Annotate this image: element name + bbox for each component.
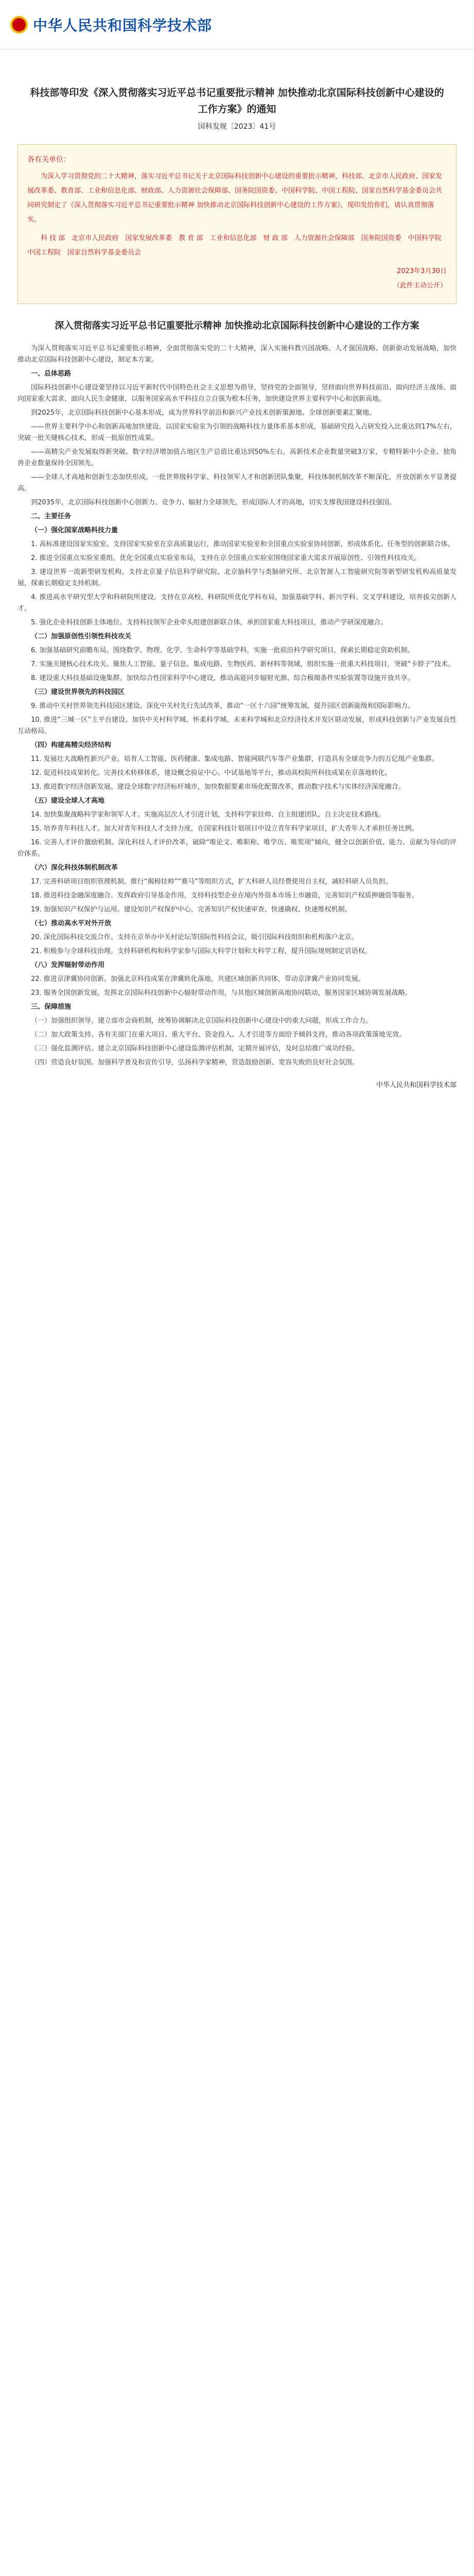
paragraph: 11. 发展壮大战略性新兴产业。培育人工智能、医药健康、集成电路、智能网联汽车等产业集群，打造具有全球竞争力的万亿级产业集群。 (31, 755, 438, 763)
paragraph: 15. 培养青年科技人才。加大对青年科技人才支持力度，在国家科技计划项目中设立青年科学家项目，扩大青年人才承担任务比例。 (31, 825, 418, 833)
section-heading: （七）推动高水平对外开放 (31, 920, 112, 927)
section-heading: 一、总体思路 (31, 370, 72, 378)
paragraph: 6. 加强基础研究前瞻布局。围绕数学、物理、化学、生命科学等基础学科，实施一批前沿科学研究项目，探索长期稳定资助机制。 (31, 647, 414, 654)
notice-box (17, 144, 457, 304)
paragraph: 19. 加强知识产权保护与运用。建设知识产权保护中心，完善知识产权快速审查、快速确权、快速维权机制。 (31, 906, 352, 913)
paragraph: 9. 推动中关村世界领先科技园区建设。深化中关村先行先试改革，推动“一区十六园”统筹发展，提升园区创新能级和国际影响力。 (31, 702, 415, 710)
paragraph: 23. 服务全国创新发展。发挥北京国际科技创新中心辐射带动作用，与其他区域创新高地协同联动，服务国家区域协调发展战略。 (31, 989, 412, 997)
paragraph: 为深入贯彻落实习近平总书记重要批示精神，全面贯彻落实党的二十大精神，深入实施科教兴国战略、人才强国战略、创新驱动发展战略，加快推动北京国际科技创新中心建设，制定本方案。 (17, 345, 457, 364)
notice-heading: 各有关单位： (27, 156, 71, 164)
section-heading: （五）建设全球人才高地 (31, 797, 105, 805)
paragraph: 2. 推进全国重点实验室重组。优化全国重点实验室布局，支持在京全国重点实验室围绕国家重大需求开展原创性、引领性科技攻关。 (31, 554, 421, 562)
paragraph: 7. 实施关键核心技术攻关。聚焦人工智能、量子信息、集成电路、生物医药、新材料等领域，组织实施一批重大科技项目，突破“卡脖子”技术。 (31, 660, 455, 668)
paragraph: 12. 促进科技成果转化。完善技术转移体系，建设概念验证中心、中试基地等平台，推动高校院所科技成果在京落地转化。 (31, 769, 392, 777)
paragraph: 3. 建设世界一流新型研发机构。支持北京量子信息科学研究院、北京脑科学与类脑研究所、北京智源人工智能研究院等新型研发机构高质量发展，探索长期稳定支持机制。 (17, 568, 457, 587)
paragraph: 20. 深化国际科技交流合作。支持在京举办中关村论坛等国际性科技会议，吸引国际科技组织和机构落户北京。 (31, 934, 358, 941)
paragraph: 1. 高标准建设国家实验室。支持国家实验室在京高质量运行，推动国家实验室和全国重点实验室协同创新，形成体系化、任务型的创新联合体。 (31, 540, 454, 548)
article-content (0, 49, 474, 1091)
footer-source: 中华人民共和国科学技术部 (376, 1081, 457, 1089)
document-title: 科技部等印发《深入贯彻落实习近平总书记重要批示精神 加快推动北京国际科技创新中心建设的工作方案》的通知 (30, 87, 444, 115)
paragraph: 16. 完善人才评价激励机制。深化科技人才评价改革，破除“唯论文、唯职称、唯学历、唯奖项”倾向，健全以创新价值、能力、贡献为导向的评价体系。 (17, 839, 457, 858)
section-heading: （三）建设世界领先的科技园区 (31, 688, 125, 696)
document-footer (17, 1080, 457, 1091)
national-emblem-icon (10, 16, 28, 33)
paragraph: 10. 推进“三城一区”主平台建设。加快中关村科学城、怀柔科学城、未来科学城和北京经济技术开发区联动发展，形成科技创新与产业发展良性互动格局。 (17, 716, 457, 735)
notice-body: 为深入学习贯彻党的二十大精神，落实习近平总书记关于北京国际科技创新中心建设的重要批示精神，科技部、北京市人民政府、国家发展改革委、教育部、工业和信息化部、财政部、人力资源社会保障部、国务院国资委、中国科学院、中国工程院、国家自然科学基金委员会共同研究制定了《深入贯彻落实习近平总书记重要批示精神 加快推动北京国际科技创新中心建设的工作方案》，现印发给你们，请认真贯彻落实。 (27, 173, 443, 224)
section-heading: （八）发挥辐射带动作用 (31, 961, 105, 969)
notice-date: 2023年3月30日 (397, 267, 447, 275)
paragraph: ——高精尖产业发展取得新突破。数字经济增加值占地区生产总值比重达到50%左右，高新技术企业数量突破3万家，专精特新中小企业、独角兽企业数量保持全国领先。 (17, 448, 457, 467)
section-heading: （二）加强原创性引领性科技攻关 (31, 633, 132, 640)
section-heading: （一）强化国家战略科技力量 (31, 527, 118, 534)
main-title: 深入贯彻落实习近平总书记重要批示精神 加快推动北京国际科技创新中心建设的工作方案 (55, 320, 419, 331)
section-heading: （六）深化科技体制机制改革 (31, 864, 118, 872)
paragraph: 国际科技创新中心建设要坚持以习近平新时代中国特色社会主义思想为指导，坚持党的全面领导，坚持面向世界科技前沿、面向经济主战场、面向国家重大需求、面向人民生命健康，以服务国家高水平科技自立自强为根本任务，加快建设世界主要科学中心和创新高地。 (17, 384, 457, 403)
paragraph: （三）强化监测评估。建立北京国际科技创新中心建设监测评估机制，定期开展评估，及时总结推广成功经验。 (31, 1045, 359, 1053)
section-heading: 三、保障措施 (31, 1003, 72, 1011)
paragraph: 5. 强化企业科技创新主体地位。支持科技领军企业牵头组建创新联合体，承担国家重大科技项目，推动产学研深度融合。 (31, 619, 388, 626)
notice-signers: 科 技 部 北京市人民政府 国家发展改革委 教 育 部 工业和信息化部 财 政 部 人力资源社会保障部 国务院国资委 中国科学院 中国工程院 国家自然科学基金委员会 (27, 234, 448, 257)
paragraph: 22. 推进京津冀协同创新。加强北京科技成果在津冀转化落地，共建区域创新共同体，带动京津冀产业协同发展。 (31, 975, 365, 983)
paragraph: 8. 建设重大科技基础设施集群。加快综合性国家科学中心建设，推动高能同步辐射光源、综合极端条件实验装置等设施开放共享。 (31, 674, 414, 682)
site-header (0, 0, 474, 49)
paragraph: 到2025年，北京国际科技创新中心基本形成，成为世界科学前沿和新兴产业技术创新策源地、全球创新要素汇聚地。 (31, 409, 376, 417)
paragraph: 13. 推进数字经济创新发展。建设全球数字经济标杆城市，加快数据要素市场化配置改革，推动数字技术与实体经济深度融合。 (31, 783, 405, 791)
paragraph: 17. 完善科研项目组织管理机制。推行“揭榜挂帅”“赛马”等组织方式，扩大科研人员经费使用自主权，减轻科研人员负担。 (31, 878, 392, 886)
paragraph: 21. 积极参与全球科技治理。支持科研机构和科学家参与国际大科学计划和大科学工程，提升国际规则制定话语权。 (31, 947, 372, 955)
paragraph: ——全球人才高地和创新生态加快形成。一批世界级科学家、科技领军人才和创新团队集聚，科技体制机制改革不断深化，开放创新水平显著提高。 (17, 473, 457, 493)
section-heading: （四）构建高精尖经济结构 (31, 741, 112, 749)
paragraph: （四）营造良好氛围。加强科学普及和宣传引导，弘扬科学家精神，营造鼓励创新、宽容失败的良好社会氛围。 (31, 1059, 359, 1066)
paragraph: 18. 推进科技金融深度融合。发挥政府引导基金作用，支持科技型企业在境内外资本市场上市融资，完善知识产权质押融资等服务。 (31, 892, 418, 900)
paragraph: （一）加强组织领导。建立部市会商机制，统筹协调解决北京国际科技创新中心建设中的重大问题，形成工作合力。 (31, 1017, 373, 1025)
notice-public-note: （此件主动公开） (393, 282, 447, 290)
article-body (17, 343, 457, 1069)
paragraph: 到2035年，北京国际科技创新中心创新力、竞争力、辐射力全球领先，形成国际人才的高地，切实支撑我国建设科技强国。 (31, 499, 396, 506)
document-number: 国科发规〔2023〕41号 (198, 123, 276, 131)
paragraph: 4. 推进高水平研究型大学和科研院所建设。支持在京高校、科研院所优化学科布局，加强基础学科、新兴学科、交叉学科建设，培养拔尖创新人才。 (17, 594, 457, 613)
paragraph: （二）加大政策支持。各有关部门在重大项目、重大平台、资金投入、人才引进等方面给予倾斜支持，推动各项政策落地见效。 (31, 1031, 406, 1039)
section-heading: 二、主要任务 (31, 513, 72, 520)
site-title[interactable]: 中华人民共和国科学技术部 (33, 16, 213, 34)
paragraph: 14. 加快集聚战略科学家和领军人才。实施高层次人才引进计划，支持科学家挂帅、自主组建团队、自主决定技术路线。 (31, 811, 385, 819)
paragraph: ——世界主要科学中心和创新高地加快建设。以国家实验室为引领的战略科技力量体系基本形成，基础研究投入占研发投入比重达到17%左右，突破一批关键核心技术，形成一批原创性成果。 (17, 423, 457, 442)
